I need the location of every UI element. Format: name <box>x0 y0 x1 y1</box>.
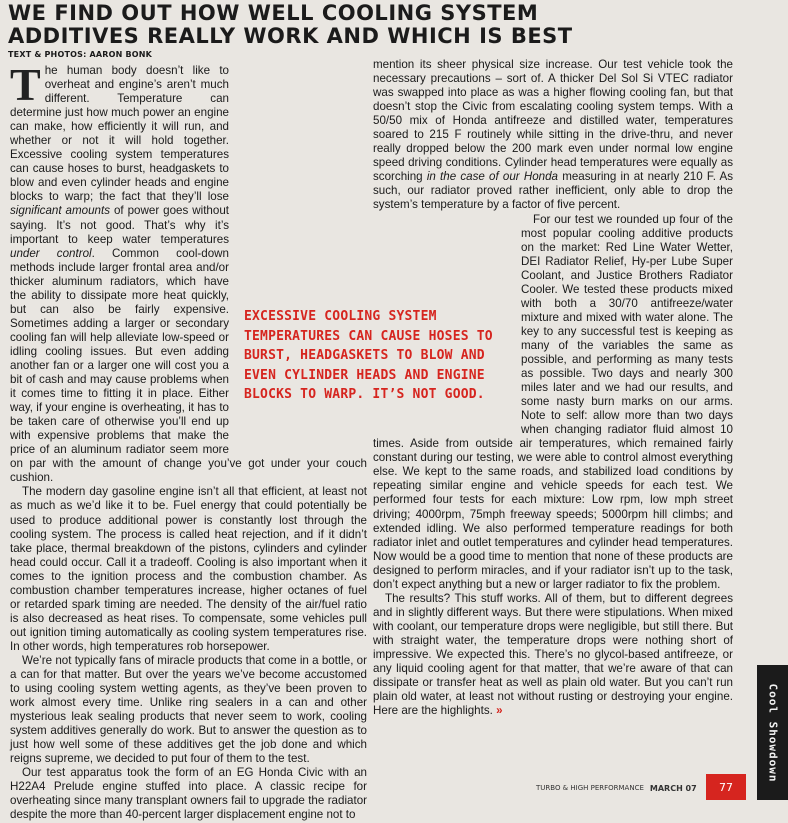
headline-line-1: WE FIND OUT HOW WELL COOLING SYSTEM <box>8 1 539 25</box>
paragraph-miracle-products: We’re not typically fans of miracle products that come in a bottle, or a can for that matter. But over the years we’ve become accustomed to using cooling system wetting agents, as they’ve been proven to work almost every time. Unlike ring sealers in a can and other mysterious leak sealing products that never seem to work, cooling system additives generally do work. But to answer the question as to just how well some of these additives get the job done and which reigns supreme, we decided to put four of them to the test. <box>10 653 367 766</box>
byline: TEXT & PHOTOS: AARON BONK <box>8 50 153 59</box>
test-vehicle-emphasis: in the case of our Honda <box>426 170 558 184</box>
paragraph-intro <box>10 59 367 485</box>
magazine-name: TURBO & HIGH PERFORMANCE <box>536 784 644 792</box>
intro-middle: of power goes without saying. It’s not good. That’s why it’s important to keep water temperatures <box>10 204 229 246</box>
intro-lead: he human body doesn’t like to overheat and engine’s aren’t much different. Temperature can determine just how much power an engine can make, how efficiently it will run, and whether or not it will hold together. Excessive cooling system temperatures can cause hoses to burst, headgaskets to blow and even cylinder heads and engine blocks to warp; the fact that they’ll lose <box>10 64 229 204</box>
headline-line-2: ADDITIVES REALLY WORK AND WHICH IS BEST <box>8 24 573 48</box>
left-column <box>10 59 367 823</box>
issue-date: MARCH 07 <box>649 783 697 793</box>
drop-cap: T <box>10 59 41 110</box>
pull-quote: EXCESSIVE COOLING SYSTEM TEMPERATURES CAN CAUSE HOSES TO BURST, HEADGASKETS TO BLOW AND EVEN CYLINDER HEADS AND ENGINE BLOCKS TO WARP. IT’S NOT GOOD. <box>244 309 493 402</box>
section-tab-label: Cool Showdown <box>766 682 779 783</box>
intro-rest: . Common cool-down methods include larger frontal area and/or thicker aluminum radiators, which have the ability to dissipate more heat quickly, but can also be fairly expensive. Sometimes adding a larger or secondary cooling fan will help alleviate low-speed or idling cooling issues. But even adding another fan or a larger one will cost you a bit of cash and may cause problems when it comes time to fitting it in place. Either way, if your engine is overheating, it has to be taken care of otherwise you’ll end up with expensive problems that make the price of an aluminum radiator seem more on par with the amount of change you’ve got under your couch cushion. <box>10 246 367 485</box>
page-number: 77 <box>706 774 746 800</box>
results-text: The results? This stuff works. All of them, but to different degrees and in slightly different ways. But there were stipulations. When mixed with coolant, our temperature drops were negligible, but still there. But with straight water, the temperature drops were nothing short of impressive. We expected this. There’s no glycol-based antifreeze, or any liquid cooling agent for that matter, that we’re aware of that can dissipate or transfer heat as well as plain old water. But you can’t run plain old water, at least not without rusting or destroying your engine. Here are the highlights. <box>373 591 733 718</box>
article-headline <box>8 1 573 48</box>
paragraph-test-vehicle <box>373 58 733 213</box>
paragraph-test-apparatus: Our test apparatus took the form of an EG Honda Civic with an H22A4 Prelude engine stuffed into place. A classic recipe for overheating since many transplant owners fail to upgrade the radiator despite the more than 40-percent larger displacement engine not to <box>10 766 367 822</box>
test-vehicle-lead: mention its sheer physical size increase. Our test vehicle took the necessary precautions – sort of. A thicker Del Sol Si VTEC radiator was swapped into place as was a higher flowing cooling fan, but that doesn’t stop the Civic from escalating cooling system temps. With a 50/50 mix of Honda antifreeze and distilled water, temperatures soared to 215 F routinely while sitting in the drive-thru, and never really dropped below the 200 mark even under normal low engine speed driving conditions. Cylinder head temperatures were equally as scorching <box>373 58 733 184</box>
paragraph-results <box>373 592 733 718</box>
intro-emphasis-2: under control <box>10 246 92 260</box>
intro-emphasis-1: significant amounts <box>10 204 110 218</box>
page-footer <box>536 776 697 800</box>
paragraph-engine-efficiency: The modern day gasoline engine isn’t all that efficient, at least not as much as we’d like it to be. Fuel energy that could potentially be used to produce additional power is constantly lost through the cooling system. The process is called heat rejection, and if it didn’t take place, thermal breakdown of the pistons, cylinders and cylinder head could occur. Call it a tradeoff. Cooling is also important when it comes to the ignition process and the combustion chamber. As combustion chamber temperatures increase, higher octanes of fuel or retarded spark timing are needed. The density of the air/fuel ratio is also decreased as heat rises. To compensate, some vehicles pull out ignition timing automatically as cooling system temperatures rise. In other words, high temperatures rob horsepower. <box>10 485 367 653</box>
continue-arrow-icon: » <box>496 704 503 718</box>
test-vehicle-rest: measuring in at nearly 210 F. As such, our radiator proved rather inefficient, only able to drop the system’s temperature by a factor of five percent. <box>373 170 733 212</box>
section-tab <box>757 665 788 800</box>
test-method-text: For our test we rounded up four of the most popular cooling additive products on the market: Red Line Water Wetter, DEI Radiator Relief, Hy-per Lube Super Coolant, and Justice Brothers Radiator Cooler. We tested these products mixed with both a 30/70 antifreeze/water mixture and mixed with water alone. The key to any successful test is keeping as many of the variables the same as possible, and performing as many tests as possible. Two days and nearly 300 miles later and we had our results, and some nasty burn marks on our arms. Note to self: allow more than two days when changing radiator fluid almost 10 times. Aside from outside air temperatures, which remained fairly constant during our testing, we were able to control almost everything else. We kept to the same roads, and stabilized load conditions by repeating similar engine and vehicle speeds for each test. We performed four tests for each mixture: Low rpm, low mph street driving; 4000rpm, 75mph freeway speeds; 5000rpm hill climbs; and extended idling. We also performed temperature readings for both radiator inlet and outlet temperatures and cylinder head temperatures. Now would be a good time to mention that none of these products are designed to perform miracles, and if your radiator isn’t up to the task, don’t expect anything but a new or larger radiator to fix the problem. <box>373 212 733 591</box>
